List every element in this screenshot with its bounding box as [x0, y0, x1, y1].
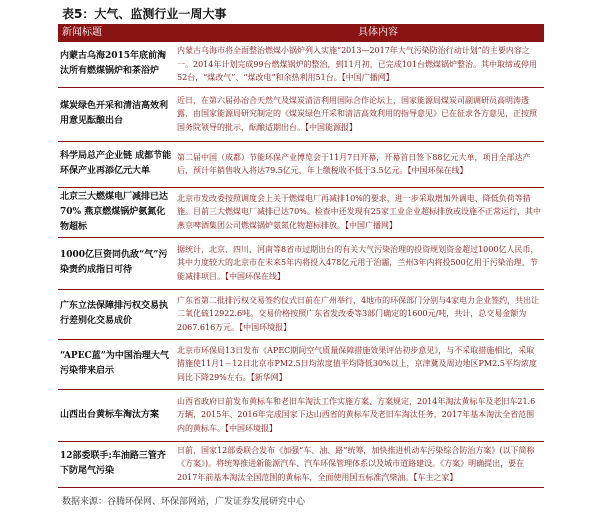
table-row [58, 237, 544, 289]
table-row [58, 389, 544, 441]
row-topic: 山西出台黄标车淘汰方案 [58, 389, 175, 441]
row-content: 广东省第二批排污权交易签约仪式日前在广州举行，4地市的环保部门分别与4家电力企业签约，共出让二氧化硫12922.6吨。交易价格按照广东省发改委等3部门确定的1600元/吨，共计，总交易金额为2067.616万元。【中国环境报】 [175, 289, 544, 339]
row-content: 北京市发改委按照调度会上关于燃煤电厂再减排10%的要求，进一步采取增加外调电、降低负荷等措施。目前三大燃煤电厂减排已达70%。检查中还发现有25家工业企业超标排放或设施不正常运行，其中燕京啤酒集团公司燃煤锅炉氨氮化物超标排放。【中国广播网】 [175, 187, 544, 237]
row-topic: “APEC蓝”为中国治理大气污染带来启示 [58, 339, 175, 389]
row-topic: 内蒙古乌海2015年底前淘汰所有燃煤锅炉和茶浴炉 [58, 42, 175, 87]
row-topic: 煤炭绿色开采和清洁高效利用意见酝酿出台 [58, 87, 175, 141]
table-row [58, 42, 544, 87]
table-row [58, 187, 544, 237]
header-topic: 新闻标题 [62, 27, 102, 38]
table-row [58, 339, 544, 389]
source-note: 数据来源：谷腾环保网、环保部网站，广发证券发展研究中心 [62, 497, 306, 507]
header-content: 具体内容 [358, 27, 398, 38]
row-topic: 1000亿巨资同仇敌“气”污染责约成指日可待 [58, 237, 175, 289]
row-content: 近日，在第六届孙冶合天然气及煤炭清洁利用国际合作论坛上，国家能源局煤炭司副调研员高明涛透露，由国家能源局研究制定的《煤炭绿色开采和清洁高效利用的指导意见》已在征求各方意见，正按照国务院领导的批示，酝酿适期出台。【中国能源报】 [175, 87, 544, 141]
table-row [58, 87, 544, 141]
table-row [58, 141, 544, 187]
row-content: 北京市环保局13日发布《APEC期间空气质量保障措施效果评估初步意见》，与不采取措施相比，采取措施使11月1－12日北京市PM2.5日均浓度值平均降低30%以上，京津冀及周边地区PM2.5平均浓度同比下降29%左右。【新华网】 [175, 339, 544, 389]
row-topic: 12部委联手:车油路三管齐下防尾气污染 [58, 441, 175, 487]
table-row [58, 441, 544, 487]
row-topic: 科学局总产企业链 成都节能环保产业再添亿元大单 [58, 141, 175, 187]
row-content: 日前，国家12部委联合发布《加强“车、油、路”统筹，加快推进机动车污染综合防治方案》(以下简称《方案》)。将统筹推进新能源汽车、汽车环保管理体系以及城市道路建设。《方案》明确提出，要在2017年前基本淘汰全国范围的黄标车，全面使用国五标准汽柴油。【车主之家】 [175, 441, 544, 487]
row-topic: 北京三大燃煤电厂减排已达70% 燕京燃煤锅炉氨氮化物超标 [58, 187, 175, 237]
news-table [58, 42, 544, 488]
table-header [58, 24, 544, 42]
row-topic: 广东立法保障排污权交易执行差别化交易成价 [58, 289, 175, 339]
row-content: 山西省政府日前发布黄标车和老旧车淘汰工作实施方案、方案规定，2014年淘汰黄标车及老旧车21.6万辆，2015年、2016年完成国家下达山西省的黄标车及老旧车淘汰任务，2017年基本淘汰全省范围内的黄标车。【中国环境报】 [175, 389, 544, 441]
table-title: 表5：大气、监测行业一周大事 [62, 7, 227, 21]
table-row [58, 289, 544, 339]
row-content: 第二届中国（成都）节能环保产业博览会于11月7日开幕，开幕首日签下88亿元大单，项目全部达产后，预计年销售收入将达79.5亿元，年上缴税收不低于3.5亿元。【中国环保在线】 [175, 141, 544, 187]
row-content: 据统计，北京、四川、河南等8省市过期出台的有关大气污染治理的投资规划资金超过1000亿人民币，其中力度较大的北京市在未来5年内将投入478亿元用于治霾，兰州3年内将投500亿用于污染治理，节能减排项目。【中国环保在线】 [175, 237, 544, 289]
row-content: 内蒙古乌海市将全面整治燃煤小锅炉列入实施“2013—2017年大气污染防治行动计划”的主要内容之一。2014年计划完成99台燃煤锅炉的整治，到11月初，已完成101台燃煤锅炉整治。其中取缔或停用52台，“煤改气”、“煤改电”和余热利用51台。【中国广播网】 [175, 42, 544, 87]
